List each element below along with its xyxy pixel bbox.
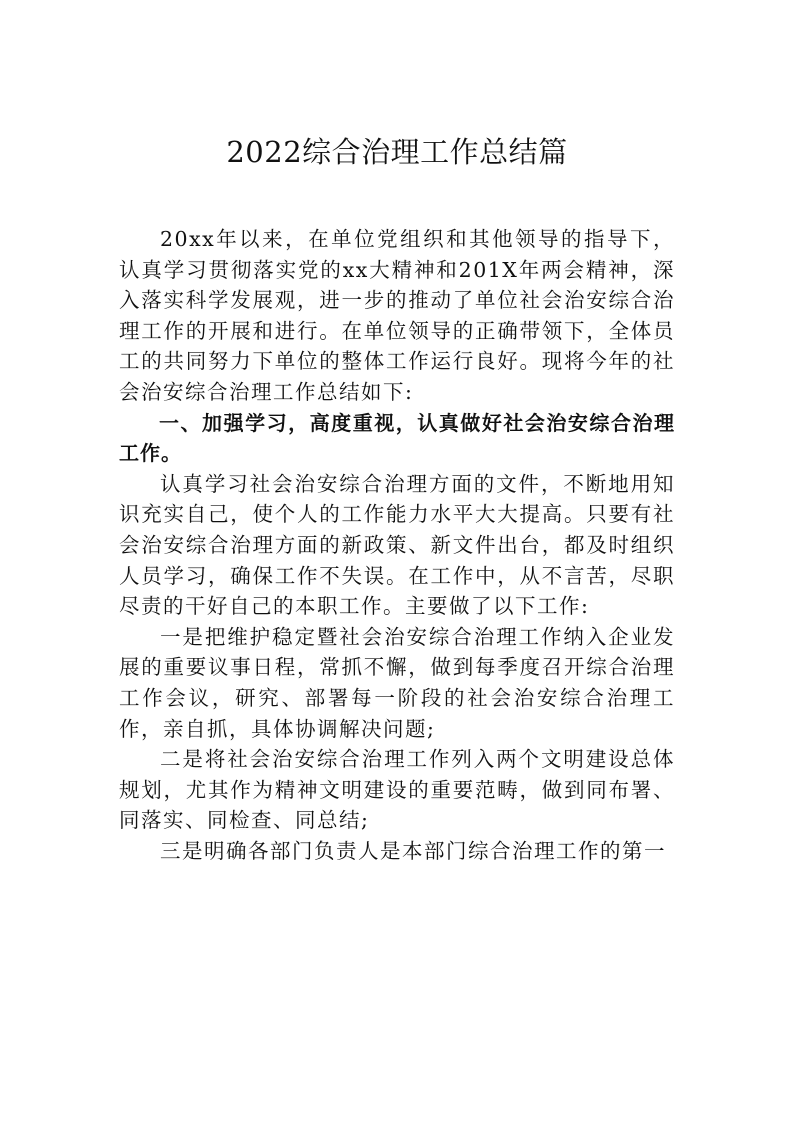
intro-paragraph: 20xx年以来，在单位党组织和其他领导的指导下，认真学习贯彻落实党的xx大精神和201X年两会精神，深入落实科学发展观，进一步的推动了单位社会治安综合治理工作的开展和进行。在单位领导的正确带领下，全体员工的共同努力下单位的整体工作运行良好。现将今年的社会治安综合治理工作总结如下: [119, 227, 675, 404]
body-paragraph: 三是明确各部门负责人是本部门综合治理工作的第一 [160, 838, 666, 863]
document-body [119, 224, 675, 866]
body-paragraph: 二是将社会治安综合治理工作列入两个文明建设总体规划，尤其作为精神文明建设的重要范畴，做到同布署、同落实、同检查、同总结; [119, 747, 675, 833]
body-paragraph: 一是把维护稳定暨社会治安综合治理工作纳入企业发展的重要议事日程，常抓不懈，做到每季度召开综合治理工作会议，研究、部署每一阶段的社会治安综合治理工作，亲自抓，具体协调解决问题; [119, 624, 675, 741]
section-heading: 一、加强学习，高度重视，认真做好社会治安综合治理工作。 [119, 410, 675, 466]
document-title: 2022综合治理工作总结篇 [226, 135, 568, 169]
body-paragraph: 认真学习社会治安综合治理方面的文件，不断地用知识充实自己，使个人的工作能力水平大大提高。只要有社会治安综合治理方面的新政策、新文件出台，都及时组织人员学习，确保工作不失误。在工作中，从不言苦，尽职尽责的干好自己的本职工作。主要做了以下工作: [119, 471, 675, 619]
